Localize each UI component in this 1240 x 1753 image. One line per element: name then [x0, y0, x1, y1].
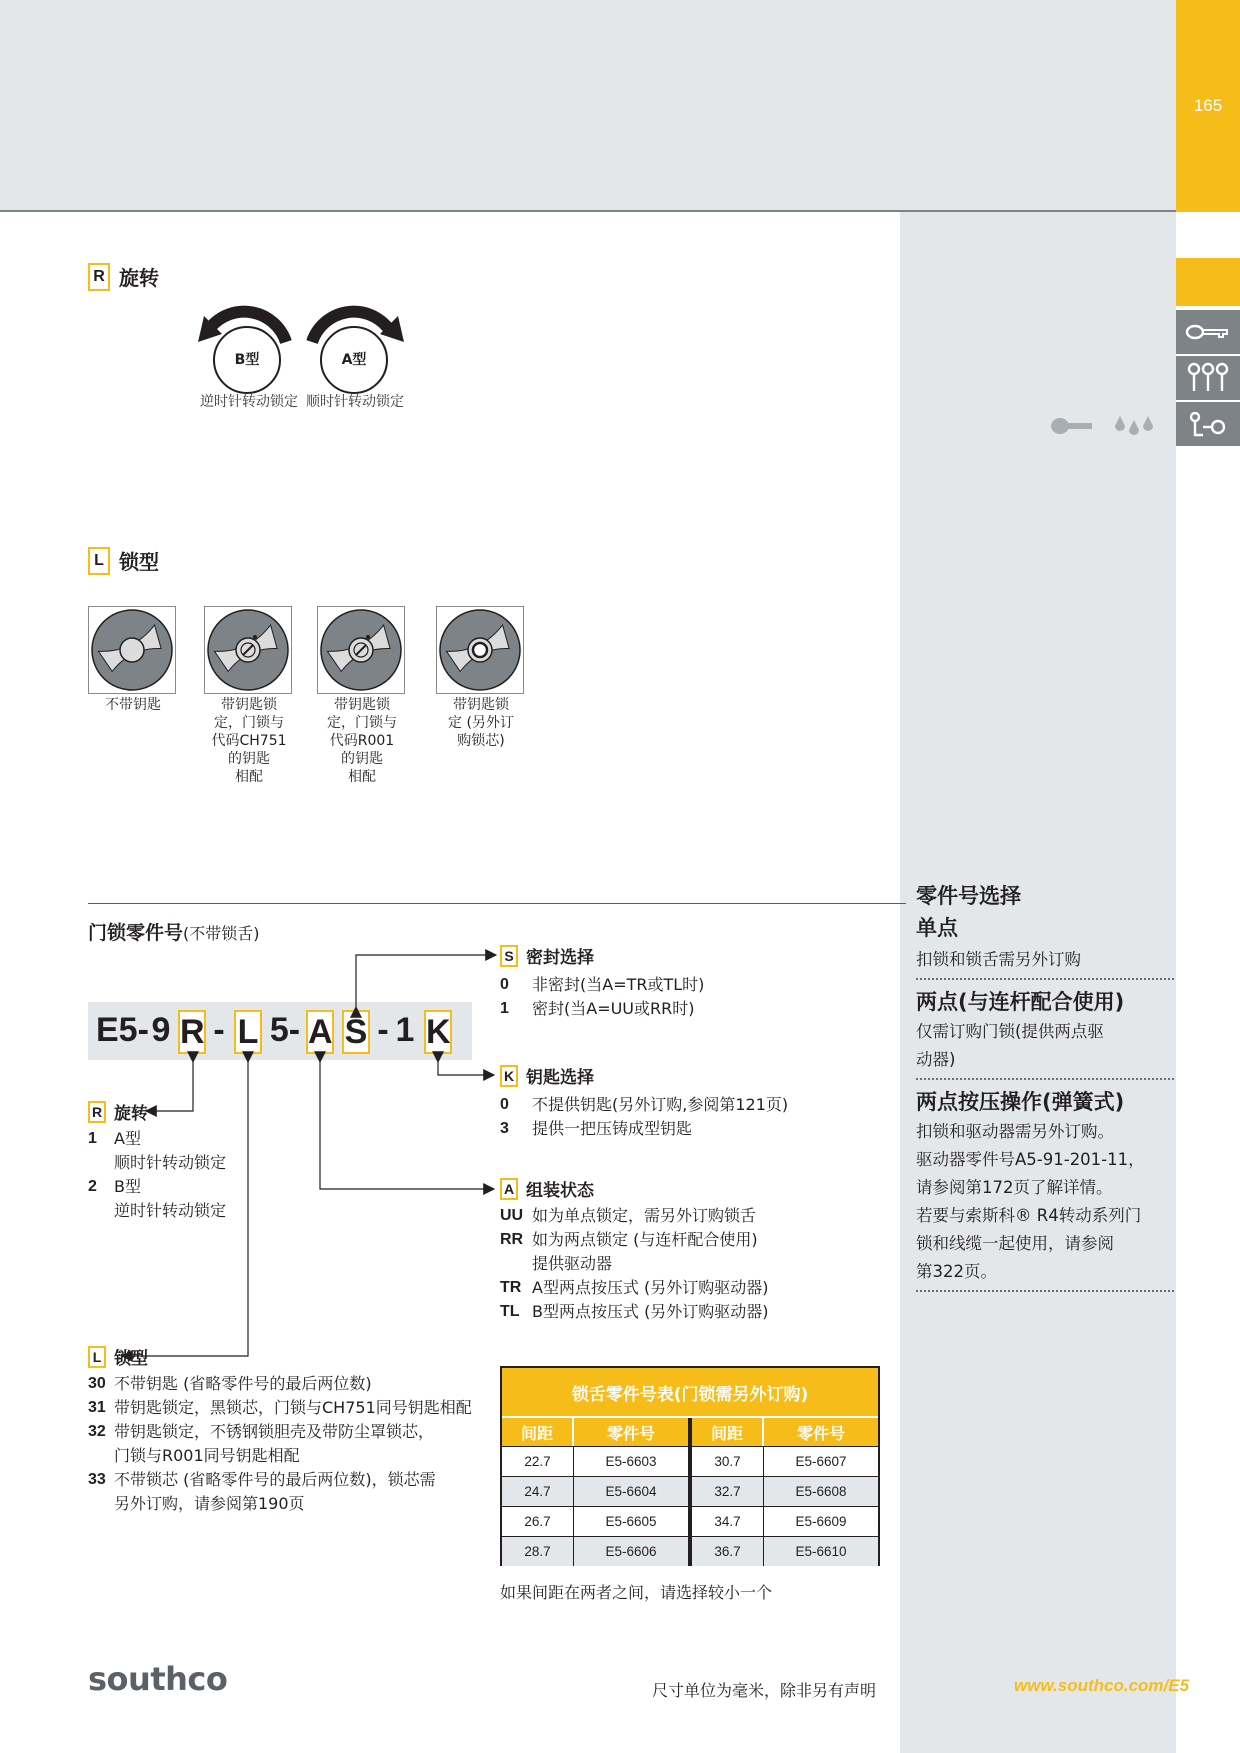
part-number-title-note: (不带锁舌) [183, 924, 260, 943]
lock-type-options-heading [88, 1344, 498, 1369]
cell-gap: 24.7 [502, 1477, 574, 1506]
part-number-title-text: 门锁零件号 [88, 922, 184, 944]
assembly-option-row [500, 1276, 890, 1300]
sidebar-push-text: 若要与索斯科® R4转动系列门 [916, 1206, 1142, 1225]
key-options [500, 1063, 870, 1141]
col-part-header: 零件号 [607, 1423, 656, 1443]
pn-box-l: L [234, 1010, 262, 1054]
lock-caption-line: 代码CH751 [211, 733, 287, 749]
option-text: 不带钥匙 (省略零件号的最后两位数) [114, 1374, 372, 1393]
sidebar-heading: 零件号选择 [916, 884, 1021, 908]
option-text: 密封(当A=UU或RR时) [532, 999, 695, 1018]
tab-latch[interactable] [1176, 402, 1240, 446]
key-option-row [500, 1093, 870, 1117]
pn-char-5: 5- [269, 1011, 301, 1049]
option-code: 1 [88, 1130, 97, 1147]
table-row [692, 1536, 878, 1566]
option-text: 如为两点锁定 (与连杆配合使用) [532, 1230, 758, 1249]
pn-dash: - [377, 1011, 389, 1049]
lock-option-row [88, 1372, 498, 1396]
section-tab-active[interactable] [1176, 258, 1240, 306]
rotation-b-label: B型 [234, 352, 260, 368]
lock-option-row [88, 1468, 498, 1492]
rotation-a-label: A型 [341, 352, 367, 368]
footer-url-link[interactable]: www.southco.com/E5 [1014, 1676, 1190, 1695]
seal-options [500, 943, 830, 1021]
option-code: TR [500, 1279, 522, 1296]
lock-type-title: 锁型 [119, 550, 159, 574]
option-code: 1 [500, 1000, 509, 1017]
lock-option-row-cont [88, 1444, 498, 1468]
rotation-a-caption: 顺时针转动锁定 [306, 394, 404, 410]
option-code: 2 [88, 1178, 97, 1195]
seal-option-row [500, 997, 830, 1021]
cell-part: E5-6609 [795, 1514, 847, 1529]
lock-caption-line: 相配 [348, 769, 376, 785]
latch-table-right [692, 1418, 878, 1566]
table-row [692, 1446, 878, 1476]
cell-part: E5-6604 [605, 1484, 657, 1499]
cell-part: E5-6610 [795, 1544, 847, 1559]
option-text: 带钥匙锁定，黑锁芯，门锁与CH751同号钥匙相配 [114, 1398, 472, 1417]
pn-char-9: 9 [151, 1011, 171, 1049]
lock-caption-line: 定，门锁与 [214, 715, 284, 731]
option-text: B型两点按压式 (另外订购驱动器) [532, 1302, 769, 1321]
option-code: UU [500, 1207, 524, 1224]
option-text: 如为单点锁定，需另外订购锁舌 [532, 1206, 757, 1225]
lock-caption-line: 的钥匙 [228, 751, 270, 767]
lock-type-options [88, 1344, 498, 1516]
cell-gap: 30.7 [692, 1447, 764, 1476]
cell-gap: 26.7 [502, 1507, 574, 1536]
pn-dash: - [213, 1011, 225, 1049]
cell-gap: 28.7 [502, 1537, 574, 1566]
seal-title: 密封选择 [526, 948, 594, 968]
sidebar-push-text: 扣锁和驱动器需另外订购。 [916, 1122, 1114, 1141]
cell-part: E5-6606 [605, 1544, 657, 1559]
rotation-options-heading [88, 1099, 288, 1124]
option-code: TL [500, 1303, 520, 1320]
col-gap-header: 间距 [502, 1418, 574, 1446]
sidebar-push-text: 锁和线缆一起使用，请参阅 [916, 1234, 1114, 1253]
sidebar-push-text: 第322页。 [916, 1262, 997, 1281]
sidebar-push-title: 两点按压操作(弹簧式) [916, 1090, 1125, 1114]
option-code: 0 [500, 976, 509, 993]
key-option-row [500, 1117, 870, 1141]
option-code: 0 [500, 1096, 509, 1113]
sidebar-single-title: 单点 [916, 916, 958, 940]
option-text: A型两点按压式 (另外订购驱动器) [532, 1278, 769, 1297]
cell-gap: 36.7 [692, 1537, 764, 1566]
pn-box-s: S [342, 1010, 370, 1054]
cell-part: E5-6607 [795, 1454, 847, 1469]
cell-part: E5-6608 [795, 1484, 847, 1499]
rotation-b-caption: 逆时针转动锁定 [200, 394, 298, 410]
latch-table-note: 如果间距在两者之间，请选择较小一个 [500, 1583, 773, 1602]
option-code: RR [500, 1231, 524, 1248]
sidebar-divider [916, 1290, 1174, 1292]
table-row [502, 1446, 688, 1476]
col-part-header: 零件号 [796, 1423, 845, 1443]
lock-caption-line: 定 (另外订 [448, 715, 514, 731]
option-text: A型 [114, 1129, 141, 1148]
lock-caption-line: 相配 [235, 769, 263, 785]
lock-caption-line: 带钥匙锁 [334, 697, 390, 713]
latch-table-header [502, 1418, 688, 1446]
col-gap-header: 间距 [692, 1418, 764, 1446]
pn-prefix: E5- [96, 1011, 149, 1049]
sidebar-divider [916, 1078, 1174, 1080]
rotation-options-title: 旋转 [114, 1104, 148, 1124]
option-text: 带钥匙锁定，不锈钢锁胆壳及带防尘罩锁芯， [114, 1422, 435, 1441]
pn-box-a: A [306, 1010, 334, 1054]
latch-table-grid [502, 1418, 878, 1566]
triple-key-icon [1185, 361, 1231, 395]
option-code: 31 [88, 1399, 106, 1416]
seal-code-box: S [500, 945, 518, 967]
assembly-option-row [500, 1204, 890, 1228]
lock-caption-line: 定，门锁与 [327, 715, 397, 731]
key-code-box: K [500, 1065, 518, 1087]
rotation-option-row-cont [88, 1199, 288, 1223]
sidebar-two-point-text: 仅需订购门锁(提供两点驱 [916, 1022, 1104, 1041]
assembly-option-row [500, 1228, 890, 1252]
cell-gap: 22.7 [502, 1447, 574, 1476]
seal-heading [500, 943, 830, 968]
key-title: 钥匙选择 [526, 1068, 594, 1088]
lock-type-options-title: 锁型 [114, 1349, 148, 1369]
lock-caption-line: 带钥匙锁 [221, 697, 277, 713]
option-text: B型 [114, 1177, 141, 1196]
table-row [502, 1506, 688, 1536]
southco-logo[interactable]: southco [88, 1660, 228, 1698]
table-row [692, 1476, 878, 1506]
seal-option-row [500, 973, 830, 997]
key-heading [500, 1063, 870, 1088]
lock-type-code-box: L [88, 547, 110, 575]
latch-table-left [502, 1418, 688, 1566]
rotation-code-box: R [88, 263, 110, 291]
page-number: 165 [1193, 96, 1223, 115]
pn-box-r: R [178, 1010, 206, 1054]
rotation-option-row [88, 1175, 288, 1199]
lock-type-options-code-box: L [88, 1346, 106, 1368]
table-row [502, 1476, 688, 1506]
lock-option-row [88, 1420, 498, 1444]
rotation-option-row [88, 1127, 288, 1151]
option-text: 另外订购，请参阅第190页 [114, 1494, 305, 1513]
cell-part: E5-6605 [605, 1514, 657, 1529]
option-code: 32 [88, 1423, 106, 1440]
option-text: 逆时针转动锁定 [114, 1201, 227, 1220]
sidebar-single-text: 扣锁和锁舌需另外订购 [916, 950, 1081, 969]
wrench-key-icon [1185, 409, 1231, 439]
assembly-options [500, 1176, 890, 1324]
faded-keys-decoration-icon [1048, 410, 1168, 442]
sidebar-divider [916, 978, 1174, 980]
pn-box-k: K [424, 1010, 452, 1054]
assembly-code-box: A [500, 1178, 518, 1200]
lock-caption-line: 的钥匙 [341, 751, 383, 767]
option-text: 门锁与R001同号钥匙相配 [114, 1446, 300, 1465]
assembly-option-row-cont [500, 1252, 890, 1276]
sidebar-two-point-title: 两点(与连杆配合使用) [916, 990, 1125, 1014]
assembly-heading [500, 1176, 890, 1201]
tab-key[interactable] [1176, 310, 1240, 354]
rotation-options-code-box: R [88, 1101, 106, 1123]
cell-gap: 32.7 [692, 1477, 764, 1506]
lock-caption-line: 代码R001 [329, 733, 395, 749]
latch-table-header [692, 1418, 878, 1446]
option-code: 30 [88, 1375, 106, 1392]
key-icon [1185, 319, 1231, 345]
option-text: 提供一把压铸成型钥匙 [532, 1119, 693, 1138]
lock-option-row [88, 1396, 498, 1420]
tab-multi-key[interactable] [1176, 356, 1240, 400]
sidebar-content [916, 880, 1172, 1298]
assembly-title: 组装状态 [526, 1181, 594, 1201]
footer-note: 尺寸单位为毫米，除非另有声明 [652, 1681, 877, 1700]
option-text: 不带锁芯 (省略零件号的最后两位数)，锁芯需 [114, 1470, 436, 1489]
rotation-options [88, 1099, 288, 1223]
rotation-option-row-cont [88, 1151, 288, 1175]
latch-table [500, 1366, 880, 1566]
option-text: 提供驱动器 [532, 1254, 613, 1273]
sidebar-push-text: 请参阅第172页了解详情。 [916, 1178, 1113, 1197]
lock-caption-line: 带钥匙锁 [453, 697, 509, 713]
option-text: 不提供钥匙(另外订购,参阅第121页) [532, 1095, 789, 1114]
cell-part: E5-6603 [605, 1454, 657, 1469]
lock-option-row-cont [88, 1492, 498, 1516]
pn-char-1: 1 [395, 1011, 415, 1049]
table-row [692, 1506, 878, 1536]
assembly-option-row [500, 1300, 890, 1324]
option-text: 顺时针转动锁定 [114, 1153, 227, 1172]
lock-caption-line: 不带钥匙 [105, 697, 161, 713]
sidebar-two-point-text: 动器) [916, 1050, 956, 1069]
lock-caption-line: 购锁芯) [457, 733, 505, 749]
option-code: 3 [500, 1120, 509, 1137]
cell-gap: 34.7 [692, 1507, 764, 1536]
table-row [502, 1536, 688, 1566]
latch-table-title: 锁舌零件号表(门锁需另外订购) [502, 1368, 878, 1418]
rotation-title: 旋转 [119, 266, 159, 290]
option-code: 33 [88, 1471, 106, 1488]
sidebar-push-text: 驱动器零件号A5-91-201-11， [916, 1150, 1145, 1169]
option-text: 非密封(当A=TR或TL时) [532, 975, 705, 994]
